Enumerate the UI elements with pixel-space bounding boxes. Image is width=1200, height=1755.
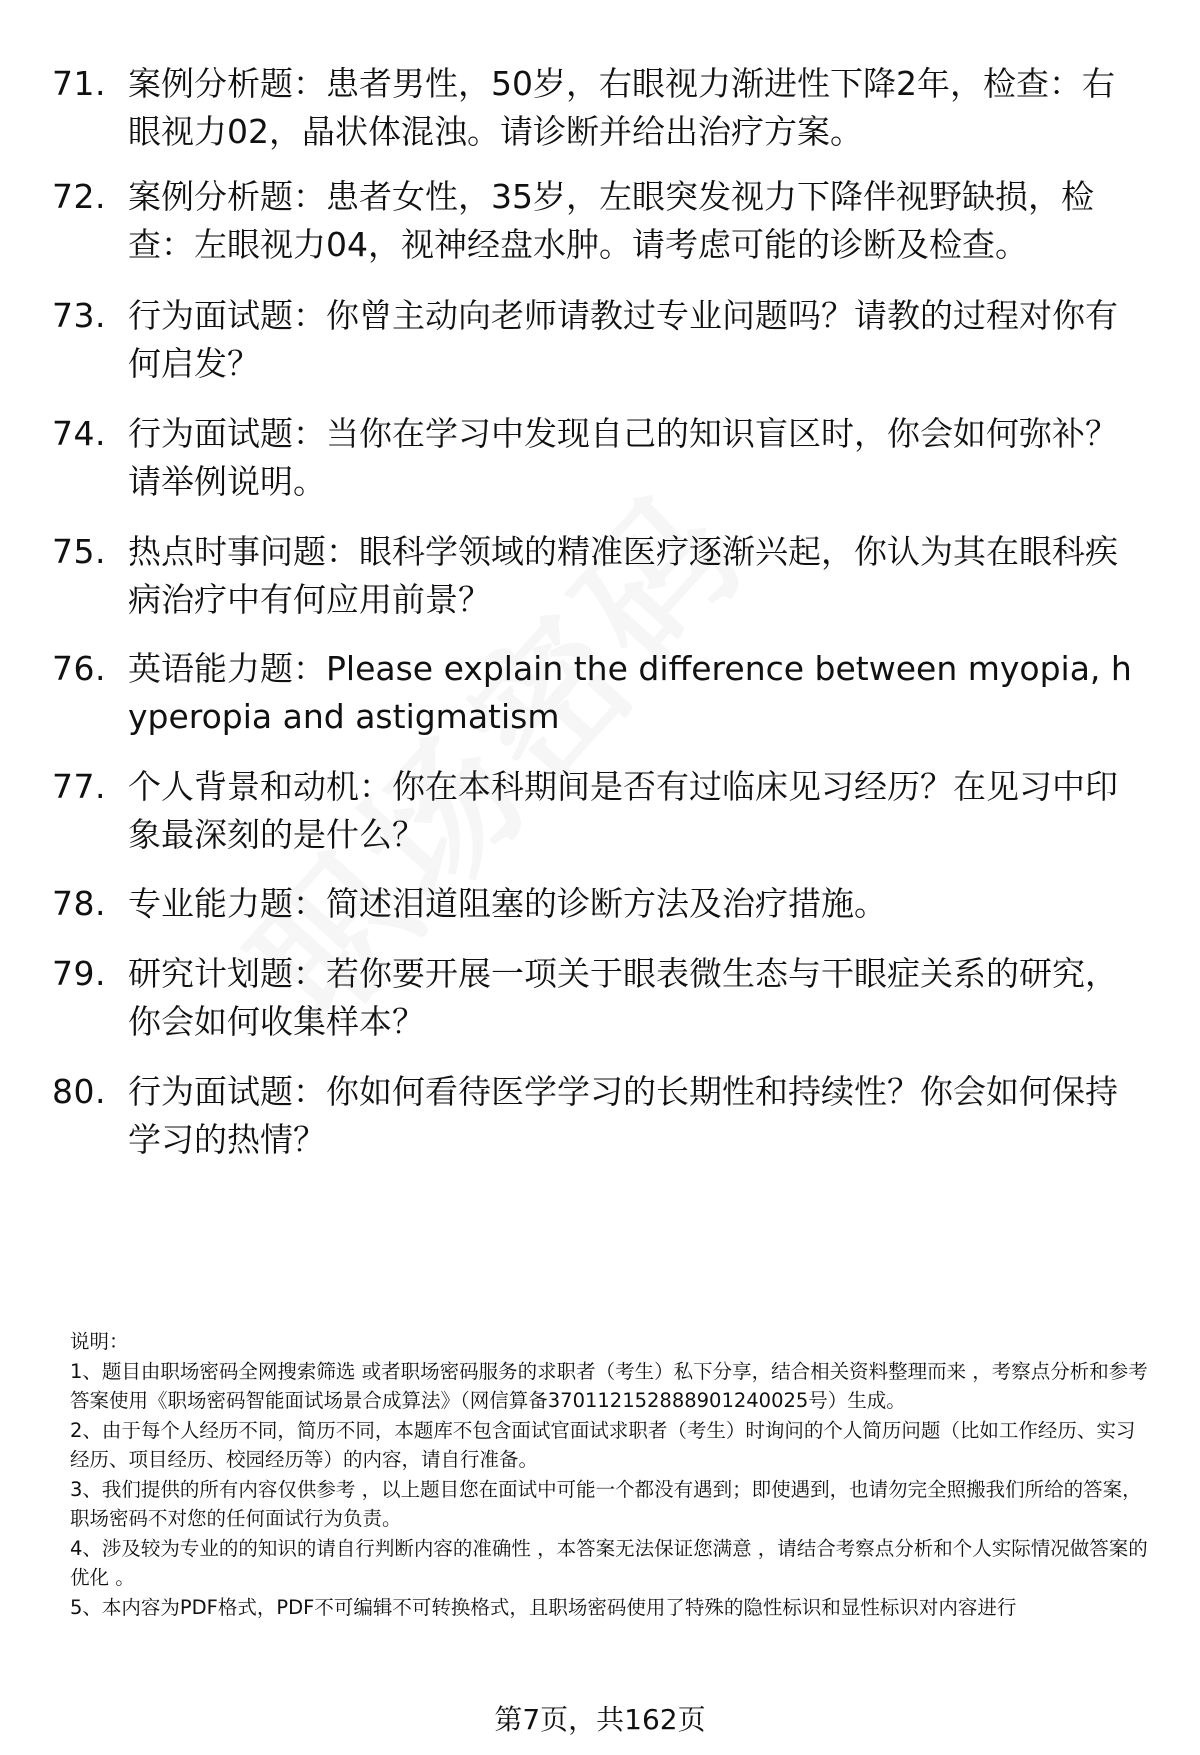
- question-text: 行为面试题：你曾主动向老师请教过专业问题吗？请教的过程对你有何启发？: [128, 296, 1118, 383]
- question-number: 75.: [52, 532, 106, 571]
- question-number: 74.: [52, 414, 106, 453]
- question-text: 英语能力题：Please explain the difference between myopia, hyperopia and astigmatism: [128, 649, 1132, 736]
- question-text: 研究计划题：若你要开展一项关于眼表微生态与干眼症关系的研究，你会如何收集样本？: [128, 954, 1118, 1041]
- note-item: 3、我们提供的所有内容仅供参考 ，以上题目您在面试中可能一个都没有遇到；即使遇到，也请勿完全照搬我们所给的答案，职场密码不对您的任何面试行为负责。: [70, 1477, 1142, 1530]
- question-text: 行为面试题：你如何看待医学学习的长期性和持续性？你会如何保持学习的热情？: [128, 1072, 1118, 1159]
- notes-title: 说明：: [70, 1330, 129, 1353]
- note-item: 4、涉及较为专业的的知识的请自行判断内容的准确性 ，本答案无法保证您满意 ，请结合考察点分析和个人实际情况做答案的优化 。: [70, 1536, 1148, 1589]
- question-text: 个人背景和动机：你在本科期间是否有过临床见习经历？在见习中印象最深刻的是什么？: [128, 767, 1118, 854]
- question-number: 72.: [52, 177, 106, 216]
- note-item: 1、题目由职场密码全网搜索筛选 或者职场密码服务的求职者（考生）私下分享，结合相关资料整理而来 ，考察点分析和参考答案使用《职场密码智能面试场景合成算法》（网信算备370112152888901240025号）生成。: [70, 1359, 1148, 1412]
- page-footer: [0, 1700, 1200, 1740]
- notes-section: [70, 1327, 1150, 1622]
- question-number: 79.: [52, 954, 106, 993]
- question-number: 77.: [52, 767, 106, 806]
- question-number: 80.: [52, 1072, 106, 1111]
- question-text: 案例分析题：患者女性，35岁，左眼突发视力下降伴视野缺损，检查：左眼视力04，视神经盘水肿。请考虑可能的诊断及检查。: [128, 177, 1094, 264]
- question-number: 71.: [52, 64, 106, 103]
- question-number: 73.: [52, 296, 106, 335]
- question-text: 案例分析题：患者男性，50岁，右眼视力渐进性下降2年，检查：右眼视力02，晶状体混浊。请诊断并给出治疗方案。: [128, 64, 1115, 151]
- question-number: 76.: [52, 649, 106, 688]
- note-item: 2、由于每个人经历不同，简历不同，本题库不包含面试官面试求职者（考生）时询问的个人简历问题（比如工作经历、实习经历、项目经历、校园经历等）的内容，请自行准备。: [70, 1418, 1136, 1471]
- page-number: 第7页，共162页: [494, 1703, 706, 1736]
- question-number: 78.: [52, 884, 106, 923]
- question-text: 热点时事问题：眼科学领域的精准医疗逐渐兴起，你认为其在眼科疾病治疗中有何应用前景？: [128, 532, 1118, 619]
- question-text: 行为面试题：当你在学习中发现自己的知识盲区时，你会如何弥补？请举例说明。: [128, 414, 1118, 501]
- note-item: 5、本内容为PDF格式，PDF不可编辑不可转换格式，且职场密码使用了特殊的隐性标识和显性标识对内容进行: [70, 1595, 1017, 1619]
- question-text: 专业能力题：简述泪道阻塞的诊断方法及治疗措施。: [128, 884, 887, 923]
